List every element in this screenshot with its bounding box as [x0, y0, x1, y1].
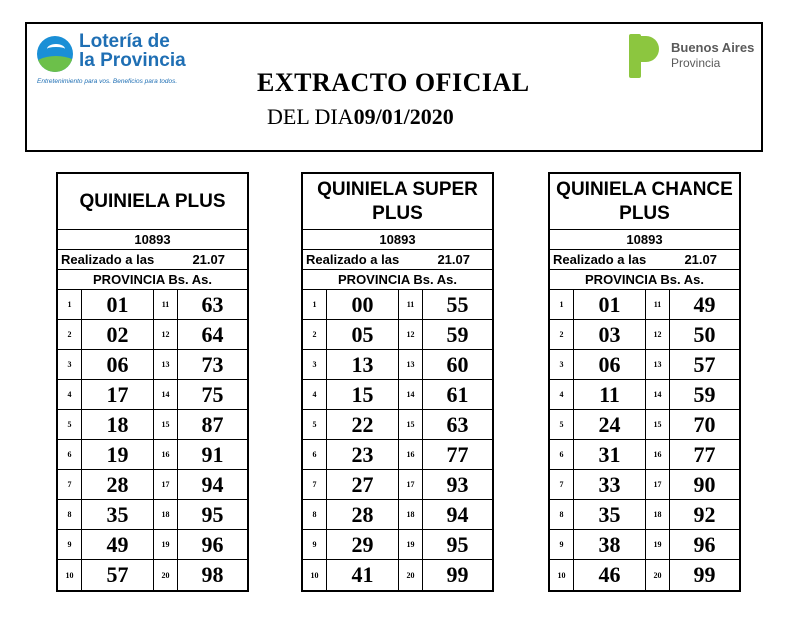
- table-row: [550, 290, 739, 320]
- position-number: 16: [399, 440, 423, 469]
- drawn-number: 33: [574, 470, 646, 499]
- position-number: 10: [58, 560, 82, 590]
- drawn-number: 49: [82, 530, 154, 559]
- table-row: [303, 440, 492, 470]
- position-number: 14: [399, 380, 423, 409]
- table-row: [550, 530, 739, 560]
- drawn-number: 59: [446, 321, 469, 347]
- loteria-logo: [37, 30, 212, 88]
- draw-time-row: [303, 250, 492, 270]
- drawn-number: 99: [693, 562, 716, 587]
- table-row: [550, 380, 739, 410]
- table-row: [550, 560, 739, 590]
- table-row: [550, 470, 739, 500]
- position-number: 5: [303, 410, 327, 439]
- position-number: 3: [550, 350, 574, 379]
- position-number: 6: [550, 440, 574, 469]
- drawn-number: 57: [693, 351, 716, 377]
- drawn-number: 13: [327, 350, 399, 379]
- position-number: 4: [58, 380, 82, 409]
- date-prefix: DEL DIA: [267, 104, 354, 129]
- loteria-logo-icon: [37, 36, 73, 72]
- buenos-aires-logo: [627, 30, 761, 82]
- drawn-number: 01: [574, 290, 646, 319]
- table-row: [550, 500, 739, 530]
- position-number: 4: [550, 380, 574, 409]
- drawn-number: 63: [446, 411, 469, 437]
- table-row: [58, 440, 247, 470]
- table-row: [58, 470, 247, 500]
- drawn-number: 87: [201, 411, 224, 437]
- date-value: 09/01/2020: [353, 104, 454, 129]
- position-number: 11: [154, 290, 178, 319]
- drawn-number: 00: [327, 290, 399, 319]
- loteria-tagline: Entretenimiento para vos. Beneficios para todos.: [37, 78, 178, 85]
- header-box: [25, 22, 763, 152]
- position-number: 13: [646, 350, 670, 379]
- drawn-number: 28: [327, 500, 399, 529]
- position-number: 9: [303, 530, 327, 559]
- drawn-number: 92: [693, 501, 716, 527]
- drawn-number: 35: [574, 500, 646, 529]
- position-number: 18: [154, 500, 178, 529]
- position-number: 1: [550, 290, 574, 319]
- draw-id: 10893: [550, 230, 739, 250]
- table-title: QUINIELA SUPER PLUS: [303, 174, 492, 230]
- drawn-number: 24: [574, 410, 646, 439]
- table-row: [303, 380, 492, 410]
- page-title: EXTRACTO OFICIAL: [257, 68, 530, 97]
- page-date: [267, 104, 454, 130]
- draw-time-label: Realizado a las: [553, 252, 647, 267]
- position-number: 20: [646, 560, 670, 590]
- position-number: 1: [303, 290, 327, 319]
- quiniela-plus-table: [56, 172, 249, 592]
- table-row: [58, 290, 247, 320]
- drawn-number: 70: [693, 411, 716, 437]
- drawn-number: 28: [82, 470, 154, 499]
- table-row: [58, 380, 247, 410]
- table-row: [550, 440, 739, 470]
- position-number: 12: [399, 320, 423, 349]
- position-number: 5: [58, 410, 82, 439]
- position-number: 7: [303, 470, 327, 499]
- drawn-number: 11: [574, 380, 646, 409]
- table-row: [58, 350, 247, 380]
- position-number: 20: [154, 560, 178, 590]
- quiniela-super-plus-table: [301, 172, 494, 592]
- drawn-number: 50: [693, 321, 716, 347]
- position-number: 17: [646, 470, 670, 499]
- position-number: 9: [58, 530, 82, 559]
- drawn-number: 77: [693, 441, 716, 467]
- position-number: 14: [646, 380, 670, 409]
- position-number: 12: [646, 320, 670, 349]
- drawn-number: 77: [446, 441, 469, 467]
- drawn-number: 98: [201, 562, 224, 587]
- position-number: 8: [58, 500, 82, 529]
- draw-time-row: [550, 250, 739, 270]
- ba-name-line1: Buenos Aires: [671, 40, 755, 55]
- draw-id: 10893: [58, 230, 247, 250]
- position-number: 19: [646, 530, 670, 559]
- drawn-number: 94: [446, 501, 469, 527]
- ba-name-line2: Provincia: [671, 56, 721, 70]
- drawn-number: 15: [327, 380, 399, 409]
- province-label: PROVINCIA Bs. As.: [550, 270, 739, 290]
- drawn-number: 06: [82, 350, 154, 379]
- position-number: 2: [303, 320, 327, 349]
- table-row: [303, 560, 492, 590]
- drawn-number: 55: [446, 291, 469, 317]
- table-row: [303, 470, 492, 500]
- position-number: 8: [303, 500, 327, 529]
- position-number: 14: [154, 380, 178, 409]
- drawn-number: 94: [201, 471, 224, 497]
- drawn-number: 19: [82, 440, 154, 469]
- position-number: 7: [550, 470, 574, 499]
- drawn-number: 46: [574, 560, 646, 590]
- buenos-aires-logo-icon: [627, 34, 665, 78]
- position-number: 17: [154, 470, 178, 499]
- province-label: PROVINCIA Bs. As.: [58, 270, 247, 290]
- position-number: 10: [550, 560, 574, 590]
- position-number: 6: [303, 440, 327, 469]
- drawn-number: 60: [446, 351, 469, 377]
- position-number: 13: [399, 350, 423, 379]
- drawn-number: 95: [446, 531, 469, 557]
- position-number: 3: [58, 350, 82, 379]
- drawn-number: 91: [201, 441, 224, 467]
- position-number: 15: [154, 410, 178, 439]
- position-number: 4: [303, 380, 327, 409]
- table-row: [303, 530, 492, 560]
- position-number: 10: [303, 560, 327, 590]
- draw-time-value: 21.07: [437, 252, 470, 267]
- drawn-number: 18: [82, 410, 154, 439]
- table-row: [58, 530, 247, 560]
- drawn-number: 75: [201, 381, 224, 407]
- drawn-number: 05: [327, 320, 399, 349]
- position-number: 2: [58, 320, 82, 349]
- table-row: [303, 320, 492, 350]
- drawn-number: 95: [201, 501, 224, 527]
- position-number: 18: [399, 500, 423, 529]
- table-row: [303, 410, 492, 440]
- position-number: 19: [399, 530, 423, 559]
- drawn-number: 27: [327, 470, 399, 499]
- drawn-number: 23: [327, 440, 399, 469]
- drawn-number: 03: [574, 320, 646, 349]
- drawn-number: 06: [574, 350, 646, 379]
- position-number: 11: [399, 290, 423, 319]
- position-number: 11: [646, 290, 670, 319]
- drawn-number: 59: [693, 381, 716, 407]
- table-row: [58, 500, 247, 530]
- table-title: QUINIELA PLUS: [58, 174, 247, 230]
- loteria-name-line1: Lotería de: [79, 31, 170, 52]
- table-row: [550, 410, 739, 440]
- loteria-name: [79, 32, 219, 70]
- province-label: PROVINCIA Bs. As.: [303, 270, 492, 290]
- table-row: [303, 500, 492, 530]
- table-row: [58, 320, 247, 350]
- position-number: 9: [550, 530, 574, 559]
- position-number: 5: [550, 410, 574, 439]
- drawn-number: 17: [82, 380, 154, 409]
- quiniela-chance-plus-table: [548, 172, 741, 592]
- drawn-number: 31: [574, 440, 646, 469]
- drawn-number: 99: [446, 562, 469, 587]
- position-number: 19: [154, 530, 178, 559]
- table-row: [550, 320, 739, 350]
- position-number: 15: [399, 410, 423, 439]
- table-row: [58, 410, 247, 440]
- table-row: [303, 350, 492, 380]
- position-number: 6: [58, 440, 82, 469]
- position-number: 13: [154, 350, 178, 379]
- position-number: 16: [646, 440, 670, 469]
- drawn-number: 90: [693, 471, 716, 497]
- drawn-number: 96: [693, 531, 716, 557]
- draw-time-label: Realizado a las: [306, 252, 400, 267]
- drawn-number: 63: [201, 291, 224, 317]
- draw-time-row: [58, 250, 247, 270]
- position-number: 18: [646, 500, 670, 529]
- draw-id: 10893: [303, 230, 492, 250]
- drawn-number: 93: [446, 471, 469, 497]
- position-number: 3: [303, 350, 327, 379]
- position-number: 15: [646, 410, 670, 439]
- drawn-number: 29: [327, 530, 399, 559]
- position-number: 2: [550, 320, 574, 349]
- drawn-number: 02: [82, 320, 154, 349]
- draw-time-value: 21.07: [192, 252, 225, 267]
- drawn-number: 57: [82, 560, 154, 590]
- position-number: 20: [399, 560, 423, 590]
- table-row: [303, 290, 492, 320]
- drawn-number: 73: [201, 351, 224, 377]
- position-number: 12: [154, 320, 178, 349]
- draw-time-value: 21.07: [684, 252, 717, 267]
- drawn-number: 35: [82, 500, 154, 529]
- position-number: 8: [550, 500, 574, 529]
- drawn-number: 96: [201, 531, 224, 557]
- loteria-name-line2: la Provincia: [79, 50, 186, 71]
- position-number: 17: [399, 470, 423, 499]
- table-row: [550, 350, 739, 380]
- drawn-number: 61: [446, 381, 469, 407]
- position-number: 1: [58, 290, 82, 319]
- position-number: 7: [58, 470, 82, 499]
- draw-time-label: Realizado a las: [61, 252, 155, 267]
- drawn-number: 01: [82, 290, 154, 319]
- drawn-number: 38: [574, 530, 646, 559]
- drawn-number: 64: [201, 321, 224, 347]
- table-title: QUINIELA CHANCE PLUS: [550, 174, 739, 230]
- position-number: 16: [154, 440, 178, 469]
- drawn-number: 41: [327, 560, 399, 590]
- drawn-number: 49: [693, 291, 716, 317]
- table-row: [58, 560, 247, 590]
- drawn-number: 22: [327, 410, 399, 439]
